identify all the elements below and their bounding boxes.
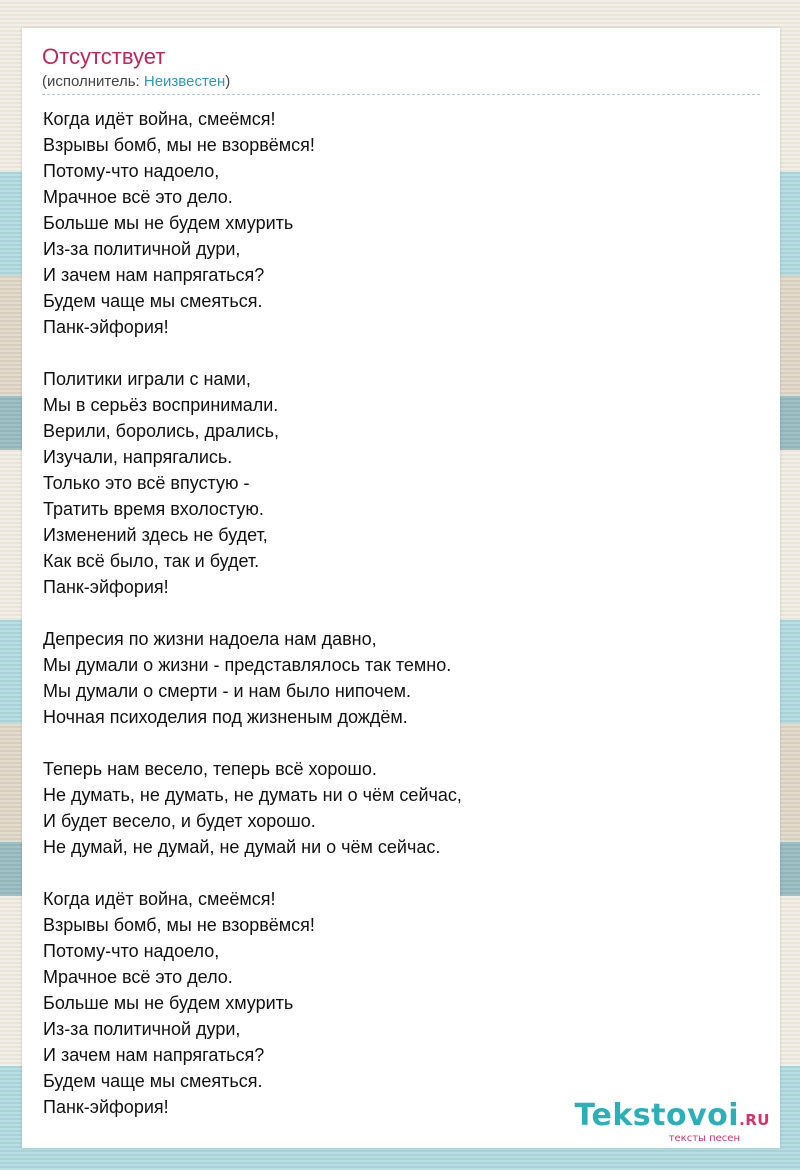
lyrics-text <box>43 106 763 1120</box>
logo-name: Tekstovoi <box>574 1098 740 1133</box>
lyric-line: Политики играли с нами, <box>43 369 251 389</box>
lyric-line: Тратить время вхолостую. <box>43 499 264 519</box>
site-logo[interactable] <box>575 1100 770 1144</box>
lyric-line: Взрывы бомб, мы не взорвёмся! <box>43 135 315 155</box>
stanza-break <box>43 860 763 886</box>
lyric-line: Депресия по жизни надоела нам давно, <box>43 629 377 649</box>
lyric-line: Мы думали о смерти - и нам было нипочем. <box>43 681 411 701</box>
lyric-line: И зачем нам напрягаться? <box>43 1045 265 1065</box>
performer-suffix: ) <box>225 73 231 90</box>
logo-wordmark <box>575 1100 770 1136</box>
lyric-line: Как всё было, так и будет. <box>43 551 260 571</box>
lyric-line: Когда идёт война, смеёмся! <box>43 109 276 129</box>
lyric-line: Мрачное всё это дело. <box>43 187 233 207</box>
lyric-line: Взрывы бомб, мы не взорвёмся! <box>43 915 315 935</box>
performer-prefix: (исполнитель: <box>42 73 144 90</box>
lyric-line: Не думать, не думать, не думать ни о чём сейчас, <box>43 785 462 805</box>
lyric-line: И зачем нам напрягаться? <box>43 265 265 285</box>
lyric-line: Теперь нам весело, теперь всё хорошо. <box>43 759 377 779</box>
lyric-line: Изменений здесь не будет, <box>43 525 268 545</box>
title-divider <box>42 94 760 95</box>
stanza-break <box>43 340 763 366</box>
lyric-line: Будем чаще мы смеяться. <box>43 291 263 311</box>
performer-link[interactable]: Неизвестен <box>143 73 226 90</box>
lyric-line: Больше мы не будем хмурить <box>43 213 294 233</box>
lyrics-card <box>22 28 780 1148</box>
lyric-line: Будем чаще мы смеяться. <box>43 1071 263 1091</box>
stanza-break <box>43 730 763 756</box>
lyric-line: Ночная психоделия под жизненым дождём. <box>43 707 408 727</box>
logo-tagline: тексты песен <box>668 1133 740 1144</box>
lyric-line: Панк-эйфория! <box>43 577 169 597</box>
stanza-break <box>43 600 763 626</box>
lyric-line: Только это всё впустую - <box>43 473 250 493</box>
lyric-line: Не думай, не думай, не думай ни о чём сейчас. <box>43 837 441 857</box>
lyric-line: Потому-что надоело, <box>43 941 220 961</box>
lyric-line: Мрачное всё это дело. <box>43 967 233 987</box>
lyric-line: Панк-эйфория! <box>43 317 169 337</box>
lyric-line: И будет весело, и будет хорошо. <box>43 811 316 831</box>
logo-tld: .RU <box>739 1111 770 1129</box>
lyric-line: Изучали, напрягались. <box>43 447 233 467</box>
lyric-line: Потому-что надоело, <box>43 161 220 181</box>
performer-line <box>42 73 230 91</box>
lyric-line: Верили, боролись, дрались, <box>43 421 279 441</box>
lyric-line: Мы думали о жизни - представлялось так темно. <box>43 655 452 675</box>
song-title: Отсутствует <box>42 44 166 69</box>
lyric-line: Из-за политичной дури, <box>43 1019 241 1039</box>
lyric-line: Когда идёт война, смеёмся! <box>43 889 276 909</box>
lyric-line: Из-за политичной дури, <box>43 239 241 259</box>
lyric-line: Больше мы не будем хмурить <box>43 993 294 1013</box>
lyric-line: Мы в серьёз воспринимали. <box>43 395 279 415</box>
lyric-line: Панк-эйфория! <box>43 1097 169 1117</box>
